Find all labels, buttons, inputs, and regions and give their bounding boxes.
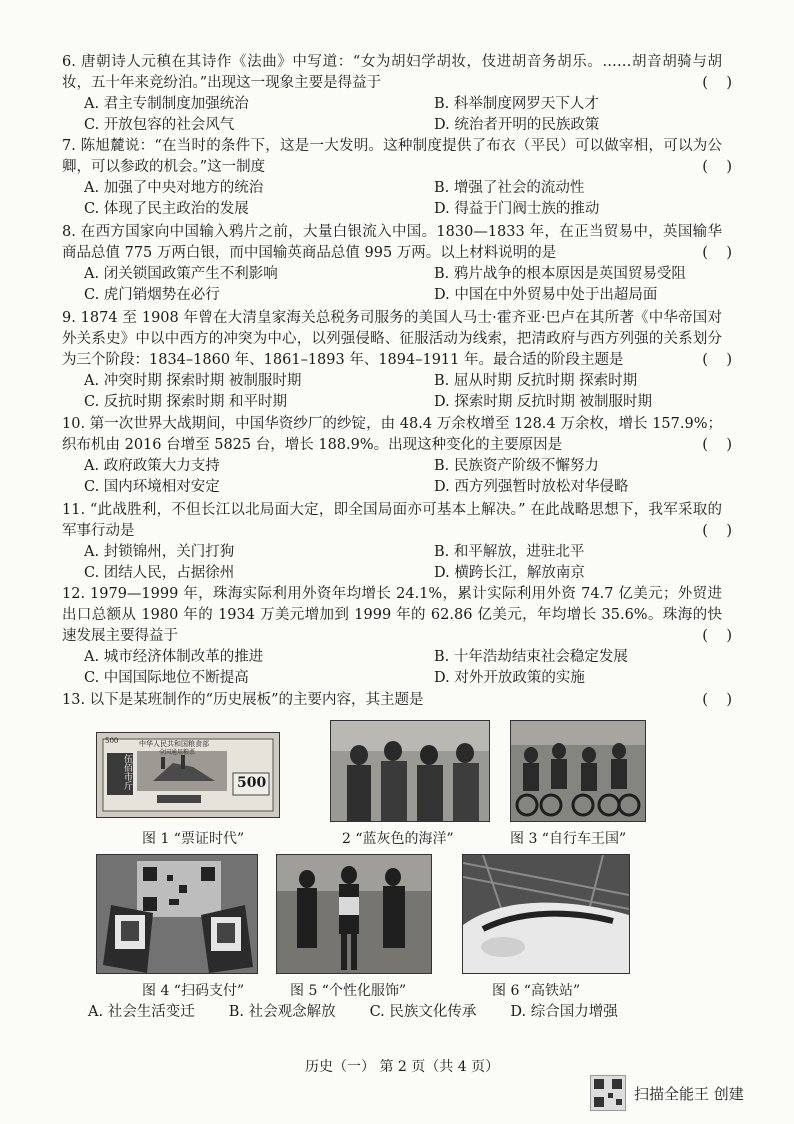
question-11 [62, 500, 732, 584]
option-d: D. 探索时期 反抗时期 被制服时期 [434, 394, 653, 410]
option-a: A. 城市经济体制改革的推进 [84, 649, 264, 665]
question-stem: 7. 陈旭麓说：“在当时的条件下，这是一大发明。这种制度提供了布衣（平民）可以做宰相，可以为公卿，可以参政的机会。”这一制度 [62, 138, 722, 175]
answer-bracket: ( ) [702, 352, 732, 368]
question-stem: 11. “此战胜利，不但长江以北局面大定，即全国局面亦可基本上解决。” 在此战略思想下，我军采取的军事行动是 [62, 502, 722, 539]
option-c: C. 体现了民主政治的发展 [84, 201, 249, 217]
ration-ticket-image [96, 732, 280, 818]
question-6 [62, 52, 732, 136]
options [84, 542, 722, 584]
option-a: A. 社会生活变迁 [88, 1004, 195, 1020]
option-d: D. 西方列强暂时放松对华侵略 [434, 479, 629, 495]
answer-bracket: ( ) [702, 692, 732, 708]
high-speed-rail-photo [462, 854, 630, 974]
option-b: B. 和平解放，进驻北平 [434, 544, 585, 560]
photo-6-caption: 图 6 “高铁站” [492, 983, 581, 999]
fashion-photo [276, 854, 432, 974]
page-footer: 历史（一） 第 2 页（共 4 页） [305, 1059, 500, 1075]
option-b: B. 社会观念解放 [228, 1004, 336, 1020]
option-a: A. 君主专制制度加强统治 [84, 96, 249, 112]
photo-1-caption: 图 1 “票证时代” [142, 831, 245, 847]
question-stem: 8. 在西方国家向中国输入鸦片之前，大量白银流入中国。1830—1833 年，在正当贸易中，英国输华商品总值 775 万两白银，而中国输英商品总值 995 万两。以上材料说明的是 [62, 224, 722, 261]
options [84, 456, 722, 498]
question-stem: 13. 以下是某班制作的“历史展板”的主要内容，其主题是 [62, 692, 424, 708]
option-a: A. 闭关锁国政策产生不利影响 [84, 266, 278, 282]
photo-5-caption: 图 5 “个性化服饰” [290, 983, 407, 999]
photo-2-caption: 2 “蓝灰色的海洋” [342, 831, 454, 847]
answer-bracket: ( ) [702, 437, 732, 453]
answer-bracket: ( ) [702, 75, 732, 91]
question-13-options [88, 1000, 748, 1021]
scanner-watermark [590, 1075, 744, 1111]
question-stem: 10. 第一次世界大战期间，中国华资纱厂的纱锭，由 48.4 万余枚增至 128.4 万余枚，增长 157.9%；织布机由 2016 台增至 5825 台，增长 188.9%。出现这种变化的主要原因是 [62, 416, 722, 453]
ticket-header: 中华人民共和国粮食部 [139, 740, 209, 748]
options [84, 94, 722, 136]
question-13 [62, 690, 732, 711]
option-d: D. 横跨长江，解放南京 [434, 565, 585, 581]
answer-bracket: ( ) [702, 159, 732, 175]
scanner-text: 扫描全能王 创建 [634, 1084, 744, 1103]
option-c: C. 反抗时期 探索时期 和平时期 [84, 394, 288, 410]
option-c: C. 中国国际地位不断提高 [84, 670, 249, 686]
option-c: C. 虎门销烟势在必行 [84, 287, 220, 303]
answer-bracket: ( ) [702, 628, 732, 644]
option-c: C. 民族文化传承 [369, 1004, 477, 1020]
option-c: C. 开放包容的社会风气 [84, 117, 235, 133]
option-b: B. 增强了社会的流动性 [434, 180, 585, 196]
option-a: A. 冲突时期 探索时期 被制服时期 [84, 373, 302, 389]
option-d: D. 中国在中外贸易中处于出超局面 [434, 287, 658, 303]
options [84, 647, 722, 689]
ticket-corner-number: 500 [105, 737, 119, 745]
option-a: A. 政府政策大力支持 [84, 458, 220, 474]
ticket-subheader: 全国通用粮票 [159, 749, 196, 756]
option-b: B. 十年浩劫结束社会稳定发展 [434, 649, 628, 665]
question-stem: 9. 1874 至 1908 年曾在大清皇家海关总税务司服务的美国人马士·霍齐亚·巴卢在其所著《中华帝国对外关系史》中以中西方的冲突为中心，以列强侵略、征服活动为线索，把清政府与西方列强的关系划分为三个阶段：1834–1860 年、1861–1893 年、1894–1911 年。最合适的阶段主题是 [62, 310, 722, 368]
option-b: B. 民族资产阶级不懈努力 [434, 458, 599, 474]
question-7 [62, 136, 732, 220]
question-10 [62, 414, 732, 498]
qr-payment-photo [96, 854, 258, 974]
question-stem: 6. 唐朝诗人元稹在其诗作《法曲》中写道：“女为胡妇学胡妆，伎进胡音务胡乐。……胡音胡骑与胡妆，五十年来竞纷泊。”出现这一现象主要是得益于 [62, 54, 722, 91]
crowd-photo [330, 720, 490, 822]
option-d: D. 对外开放政策的实施 [434, 670, 585, 686]
option-b: B. 屈从时期 反抗时期 探索时期 [434, 373, 638, 389]
options [84, 264, 722, 306]
option-d: D. 统治者开明的民族政策 [434, 117, 600, 133]
option-c: C. 国内环境相对安定 [84, 479, 220, 495]
options [84, 371, 722, 413]
options [84, 178, 722, 220]
option-d: D. 综合国力增强 [510, 1004, 618, 1020]
question-9 [62, 308, 732, 413]
answer-bracket: ( ) [702, 523, 732, 539]
option-a: A. 封锁锦州，关门打狗 [84, 544, 235, 560]
photo-board [90, 712, 730, 1012]
question-stem: 12. 1979—1999 年，珠海实际利用外资年均增长 24.1%，累计实际利用外资 74.7 亿美元；外贸进出口总额从 1980 年的 1934 万美元增加到 1999 年的 62.86 亿美元，年均增长 35.6%。珠海的快速发展主要得益于 [62, 586, 722, 644]
ticket-number: 500 [237, 775, 267, 791]
option-d: D. 得益于门阀士族的推动 [434, 201, 600, 217]
option-b: B. 科举制度网罗天下人才 [434, 96, 599, 112]
question-12 [62, 584, 732, 689]
option-a: A. 加强了中央对地方的统治 [84, 180, 264, 196]
scanner-logo-icon [590, 1075, 626, 1111]
question-8 [62, 222, 732, 306]
photo-4-caption: 图 4 “扫码支付” [142, 983, 245, 999]
ticket-amount-text: 伍佰市斤 [122, 754, 132, 790]
photo-3-caption: 图 3 “自行车王国” [510, 831, 627, 847]
option-b: B. 鸦片战争的根本原因是英国贸易受阻 [434, 266, 686, 282]
answer-bracket: ( ) [702, 245, 732, 261]
bicycles-photo [510, 720, 646, 822]
option-c: C. 团结人民，占据徐州 [84, 565, 235, 581]
